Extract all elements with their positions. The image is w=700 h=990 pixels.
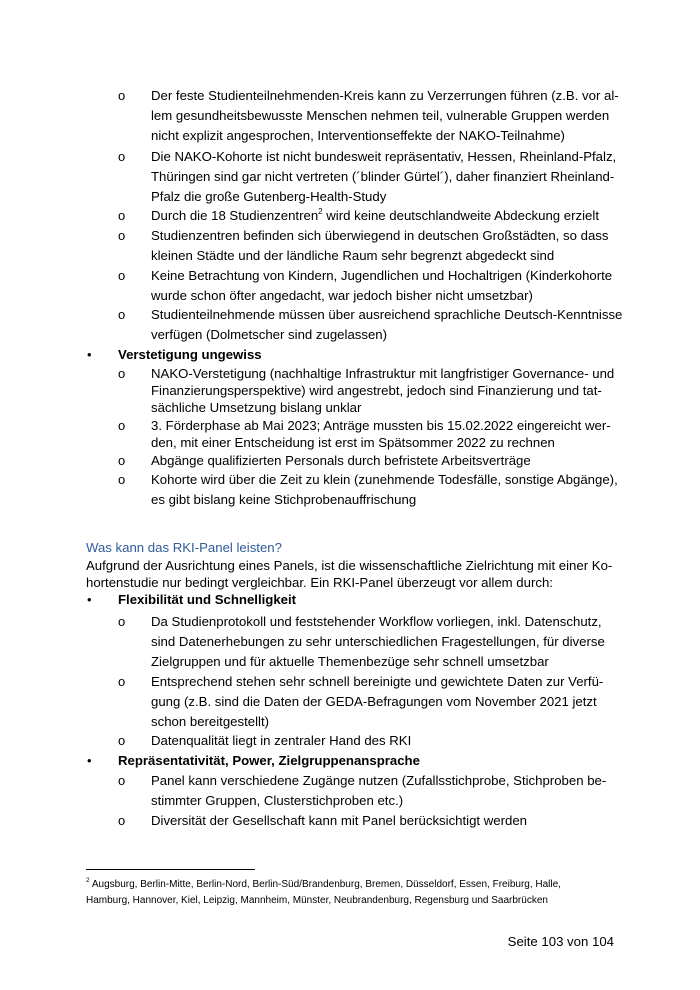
- paragraph-line: hortenstudie nur bedingt vergleichbar. Ein RKI-Panel überzeugt vor allem durch:: [86, 575, 553, 590]
- list-item-line: Pfalz die große Gutenberg-Health-Study: [151, 189, 387, 204]
- footnote-line: Hamburg, Hannover, Kiel, Leipzig, Mannheim, Münster, Neubrandenburg, Regensburg und Saarbrücken: [86, 895, 548, 906]
- list-item-line: Diversität der Gesellschaft kann mit Panel berücksichtigt werden: [151, 813, 528, 828]
- sub-bullet: o: [118, 208, 126, 223]
- sub-bullet: o: [118, 307, 126, 322]
- list-item-line: den, mit einer Entscheidung ist erst im Spätsommer 2022 zu rechnen: [151, 435, 555, 450]
- list-item-line: 3. Förderphase ab Mai 2023; Anträge mussten bis 15.02.2022 eingereicht wer-: [151, 418, 611, 433]
- text-fragment: wird keine deutschlandweite Abdeckung erzielt: [322, 208, 599, 223]
- list-item-line: schon bereitgestellt): [151, 714, 270, 729]
- list-item-line: kleinen Städte und der ländliche Raum sehr begrenzt abgedeckt sind: [151, 248, 555, 263]
- sub-bullet: o: [118, 268, 126, 283]
- page-number: Seite 103 von 104: [507, 934, 614, 949]
- sub-bullet: o: [118, 674, 126, 689]
- sub-bullet: o: [118, 773, 126, 788]
- list-item-line: wurde schon öfter angedacht, war jedoch bisher nicht umsetzbar): [151, 288, 533, 303]
- sub-bullet: o: [118, 418, 126, 433]
- section-heading: Was kann das RKI-Panel leisten?: [86, 540, 282, 555]
- list-item-line: Thüringen sind gar nicht vertreten (´blinder Gürtel´), daher finanziert Rheinland-: [151, 169, 615, 184]
- sub-bullet: o: [118, 453, 126, 468]
- list-item-line: verfügen (Dolmetscher sind zugelassen): [151, 327, 388, 342]
- list-item-line: Entsprechend stehen sehr schnell bereinigte und gewichtete Daten zur Verfü-: [151, 674, 604, 689]
- sub-bullet: o: [118, 614, 126, 629]
- sub-bullet: o: [118, 228, 126, 243]
- list-item-line: [151, 206, 599, 226]
- list-heading: Verstetigung ungewiss: [118, 347, 262, 362]
- list-item-line: Keine Betrachtung von Kindern, Jugendlichen und Hochaltrigen (Kinderkohorte: [151, 268, 613, 283]
- list-heading: Flexibilität und Schnelligkeit: [118, 592, 297, 607]
- sub-bullet: o: [118, 472, 126, 487]
- footnote-ref[interactable]: 2: [318, 206, 323, 216]
- sub-bullet: o: [118, 813, 126, 828]
- footnote-text: Augsburg, Berlin-Mitte, Berlin-Nord, Berlin-Süd/Brandenburg, Bremen, Düsseldorf, Essen, Freiburg, Halle,: [91, 879, 561, 890]
- list-item-line: sind Datenerhebungen zu sehr unterschiedlichen Fragestellungen, für diverse: [151, 634, 605, 649]
- list-item-line: stimmter Gruppen, Clusterstichproben etc.): [151, 793, 404, 808]
- list-item-line: sächliche Umsetzung bislang unklar: [151, 400, 362, 415]
- footnote-separator: [86, 869, 255, 870]
- sub-bullet: o: [118, 149, 126, 164]
- main-bullet: •: [87, 347, 92, 362]
- list-item-line: nicht explizit angesprochen, Interventionseffekte der NAKO-Teilnahme): [151, 128, 565, 143]
- list-item-line: Da Studienprotokoll und feststehender Workflow vorliegen, inkl. Datenschutz,: [151, 614, 602, 629]
- footnote-mark: 2: [86, 876, 90, 884]
- list-item-line: Der feste Studienteilnehmenden-Kreis kann zu Verzerrungen führen (z.B. vor al-: [151, 88, 619, 103]
- sub-bullet: o: [118, 366, 126, 381]
- list-item-line: Die NAKO-Kohorte ist nicht bundesweit repräsentativ, Hessen, Rheinland-Pfalz,: [151, 149, 617, 164]
- list-heading: Repräsentativität, Power, Zielgruppenansprache: [118, 753, 420, 768]
- list-item-line: Zielgruppen und für aktuelle Themenbezüge sehr schnell umsetzbar: [151, 654, 549, 669]
- main-bullet: •: [87, 592, 92, 607]
- list-item-line: Abgänge qualifizierten Personals durch befristete Arbeitsverträge: [151, 453, 531, 468]
- text-fragment: Durch die 18 Studienzentren: [151, 208, 319, 223]
- sub-bullet: o: [118, 88, 126, 103]
- list-item-line: Datenqualität liegt in zentraler Hand des RKI: [151, 733, 412, 748]
- list-item-line: gung (z.B. sind die Daten der GEDA-Befragungen vom November 2021 jetzt: [151, 694, 597, 709]
- list-item-line: es gibt bislang keine Stichprobenauffrischung: [151, 492, 417, 507]
- main-bullet: •: [87, 753, 92, 768]
- list-item-line: Finanzierungsperspektive) wird angestrebt, jedoch sind Finanzierung und tat-: [151, 383, 602, 398]
- list-item-line: Studienteilnehmende müssen über ausreichend sprachliche Deutsch-Kenntnisse: [151, 307, 623, 322]
- paragraph-line: Aufgrund der Ausrichtung eines Panels, ist die wissenschaftliche Zielrichtung mit einer Ko-: [86, 558, 613, 573]
- sub-bullet: o: [118, 733, 126, 748]
- list-item-line: lem gesundheitsbewusste Menschen nehmen teil, vulnerable Gruppen werden: [151, 108, 610, 123]
- list-item-line: Kohorte wird über die Zeit zu klein (zunehmende Todesfälle, sonstige Abgänge),: [151, 472, 618, 487]
- list-item-line: NAKO-Verstetigung (nachhaltige Infrastruktur mit langfristiger Governance- und: [151, 366, 615, 381]
- list-item-line: Studienzentren befinden sich überwiegend in deutschen Großstädten, so dass: [151, 228, 609, 243]
- footnote-line: [86, 877, 561, 893]
- list-item-line: Panel kann verschiedene Zugänge nutzen (Zufallsstichprobe, Stichproben be-: [151, 773, 607, 788]
